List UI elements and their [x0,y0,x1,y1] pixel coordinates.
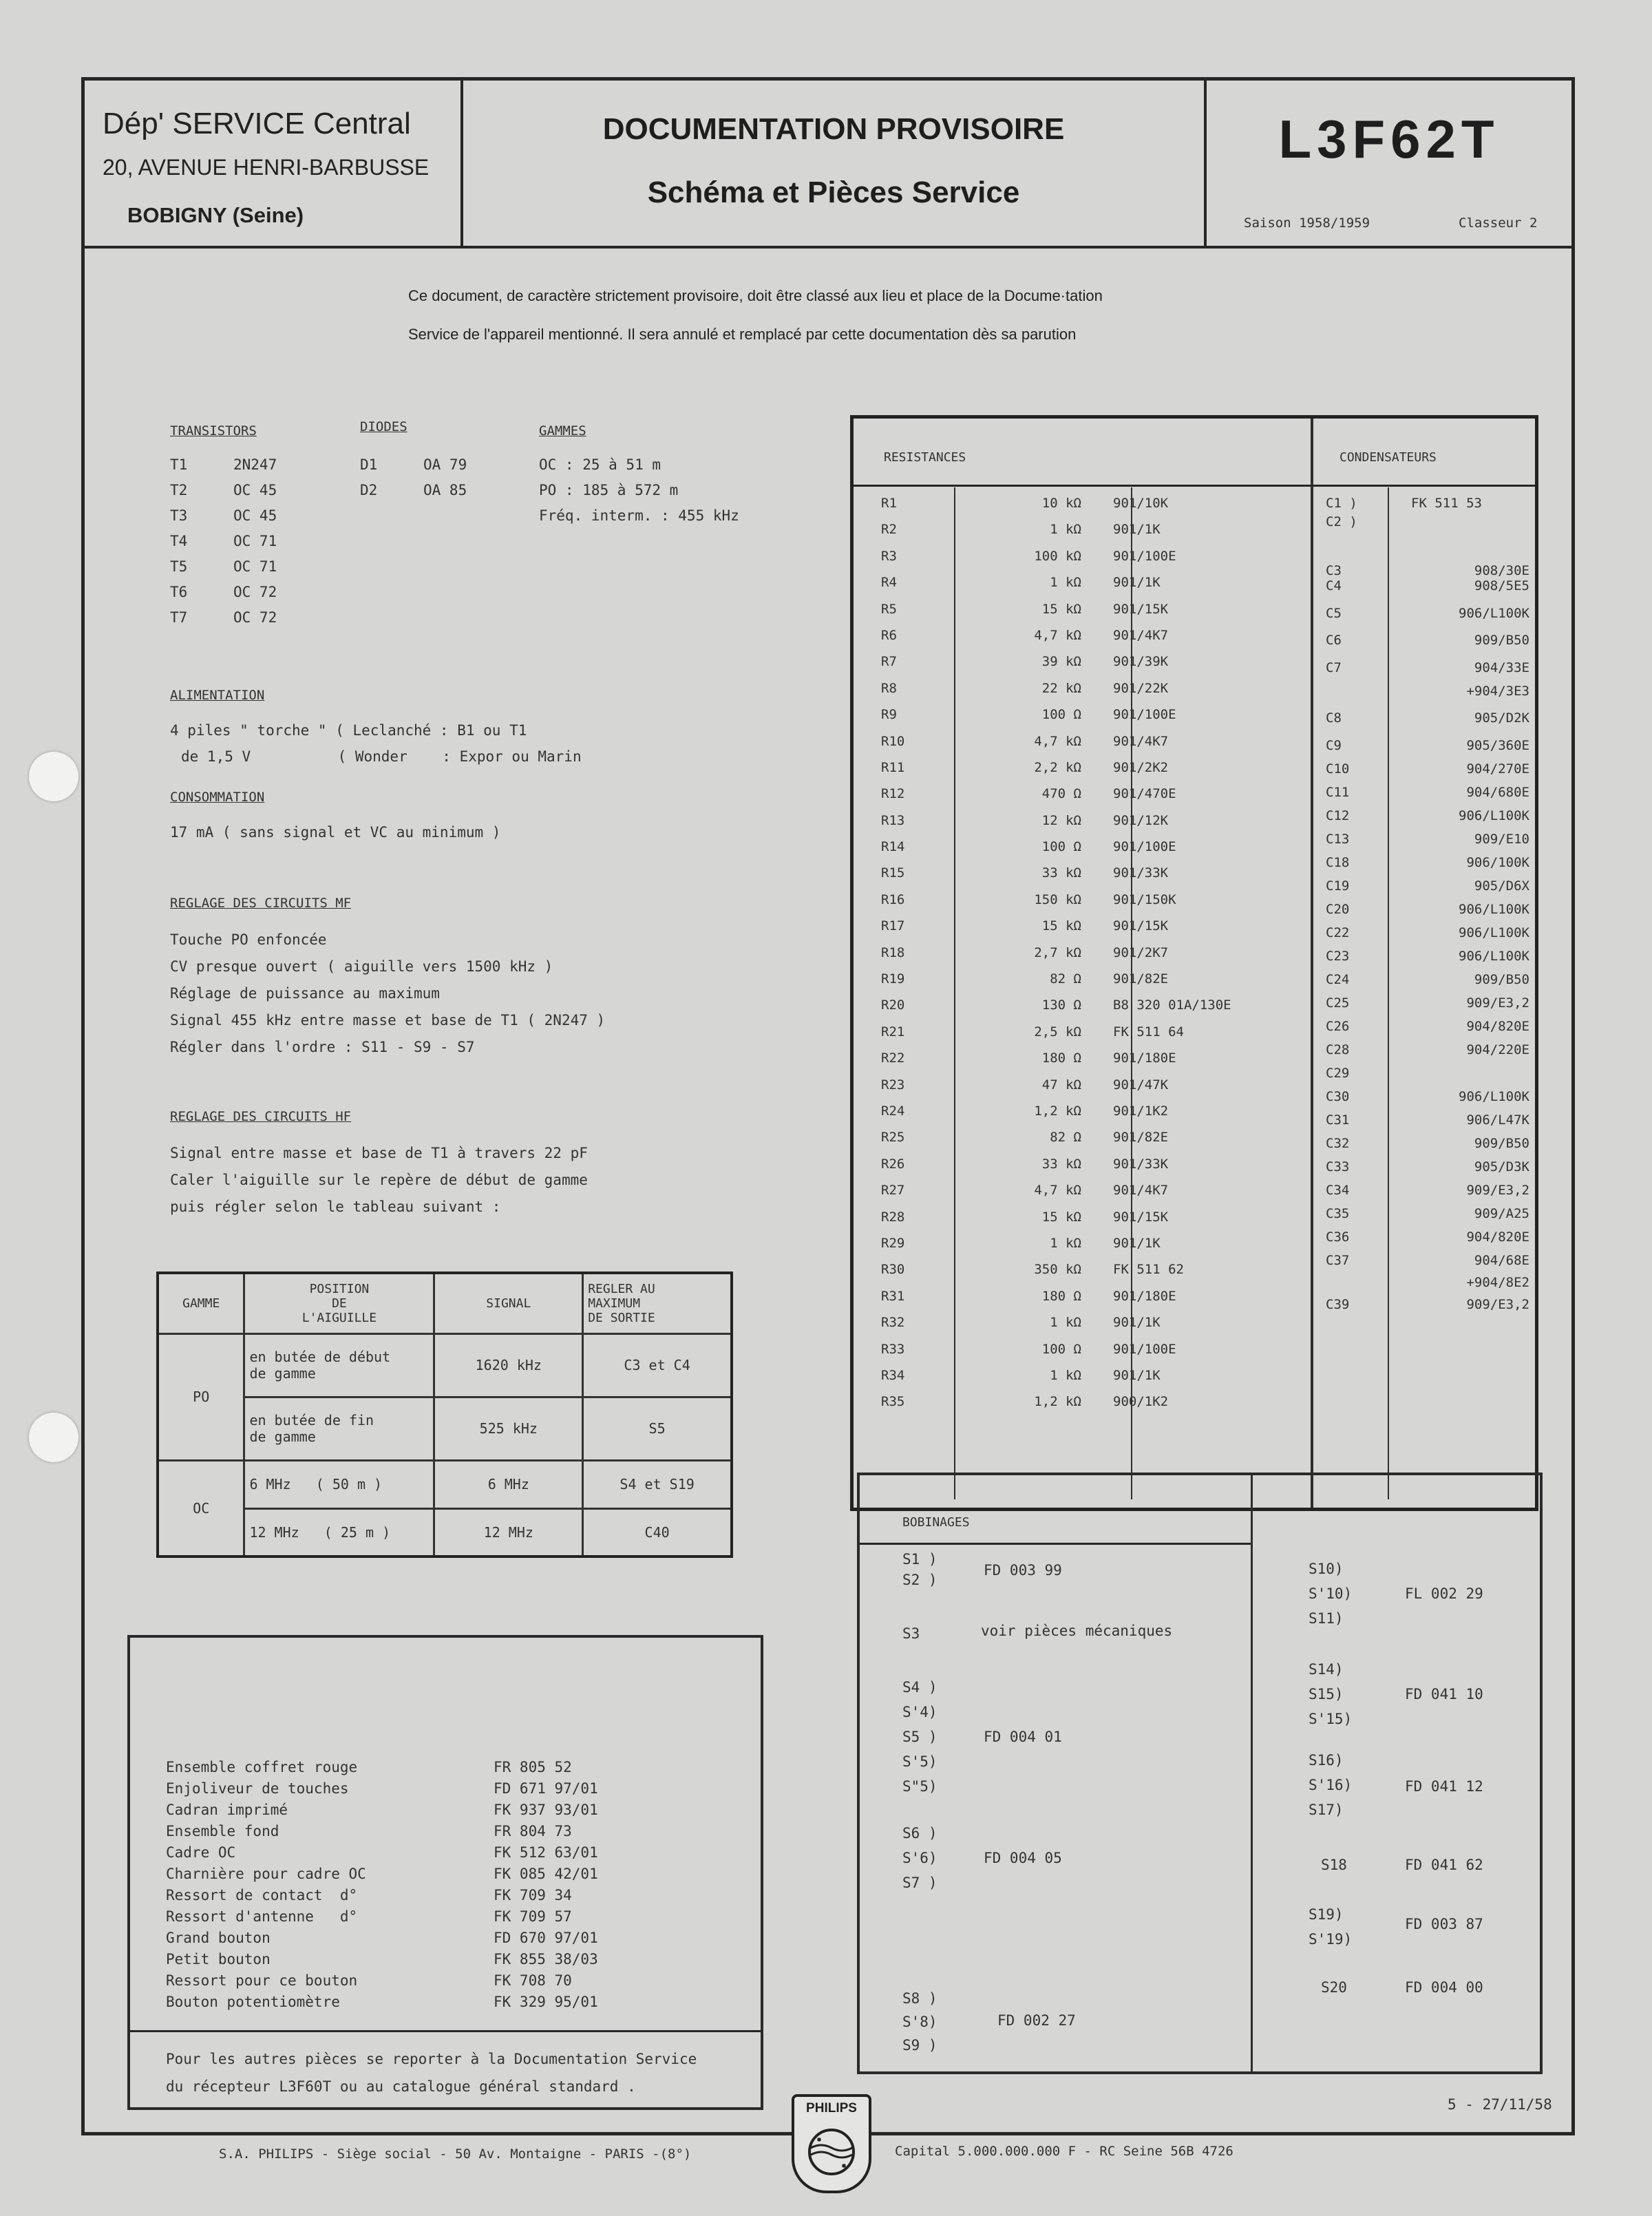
bobinage-ref: S'8) [902,2014,938,2030]
bobinage-ref: S'16) [1309,1777,1353,1793]
mech-part-row: Ensemble fond FR 804 73 [166,1823,572,1839]
diodes-title: DIODES [360,419,407,434]
bobinages-title: BOBINAGES [902,1515,970,1530]
condensateur-row: C5 906/L100K [1326,605,1529,621]
document-frame [81,77,1575,2135]
resistance-row: R10 4,7 kΩ 901/4K7 [881,733,1169,749]
condensateur-row: C29 [1326,1065,1350,1081]
resistance-row: R5 15 kΩ 901/15K [881,601,1169,617]
philips-logo [792,2090,871,2193]
mech-part-row: Bouton potentiomètre FK 329 95/01 [166,1994,598,2010]
condensateur-row: C2 ) [1326,514,1357,529]
table-header: REGLER AU MAXIMUM DE SORTIE [583,1273,732,1333]
condensateur-row: C8 905/D2K [1326,710,1529,726]
philips-logo-text: PHILIPS [806,2101,857,2115]
mech-part-row: Cadran imprimé FK 937 93/01 [166,1802,598,1818]
condensateur-row: C6 909/B50 [1326,633,1529,648]
season: Saison 1958/1959 [1244,215,1370,231]
condensateur-row: C30 906/L100K [1326,1088,1529,1104]
bobinage-code: FD 003 87 [1405,1916,1483,1932]
condensateur-row: C39 909/E3,2 [1326,1296,1529,1312]
bobinage-ref: S3 [902,1625,920,1642]
table-cell: 12 MHz ( 25 m ) [244,1508,434,1557]
table-header: SIGNAL [434,1273,583,1333]
diode-row: D1 OA 79 [360,456,467,473]
resistance-row: R31 180 Ω 901/180E [881,1288,1176,1304]
table-cell: 6 MHz [434,1460,583,1508]
bobinage-code: FD 002 27 [997,2012,1076,2029]
reglage-hf-lines [170,1145,588,1225]
mech-parts-note-1: Pour les autres pièces se reporter à la Documentation Service [166,2051,697,2067]
bobinage-ref: S1 ) [902,1551,938,1568]
bobinage-ref: S2 ) [902,1572,938,1588]
resistance-row: R21 2,5 kΩ FK 511 64 [881,1024,1184,1040]
punch-hole-bottom [29,1413,78,1462]
bobinage-ref: S'10) [1309,1585,1353,1602]
condensateur-row: C23 906/L100K [1326,948,1529,964]
resistance-row: R14 100 Ω 901/100E [881,839,1176,855]
bobinage-code: FL 002 29 [1405,1585,1483,1602]
resistance-row: R7 39 kΩ 901/39K [881,654,1169,670]
condensateur-row: C3 908/30E [1326,563,1529,578]
table-cell: 6 MHz ( 50 m ) [244,1460,434,1508]
condensateurs-list [1326,496,1529,1320]
reglage-mf-line: Régler dans l'ordre : S11 - S9 - S7 [170,1039,475,1055]
reglage-mf-line: CV presque ouvert ( aiguille vers 1500 kHz ) [170,958,553,975]
bobinage-code: FD 041 10 [1405,1686,1483,1702]
dept-line-2: 20, AVENUE HENRI-BARBUSSE [103,155,430,180]
bobinage-group [1309,1561,1352,1635]
condensateur-row: C28 904/220E [1326,1042,1529,1057]
resistance-row: R22 180 Ω 901/180E [881,1051,1176,1066]
mech-parts-box [127,1635,763,2110]
resistance-row: R20 130 Ω B8 320 01A/130E [881,998,1231,1013]
bobinage-code: FD 004 01 [984,1729,1062,1745]
resistance-row: R26 33 kΩ 901/33K [881,1156,1169,1172]
bobinage-ref: S11) [1309,1610,1344,1627]
transistors-list [170,456,342,635]
mech-parts-note-2: du récepteur L3F60T ou au catalogue général standard . [166,2078,636,2095]
table-cell: en butée de début de gamme [244,1333,434,1397]
resistance-row: R3 100 kΩ 901/100E [881,548,1176,564]
bobinage-ref: S'4) [902,1704,938,1720]
condensateur-row: C24 909/B50 [1326,971,1529,987]
bobinages-divider [1251,1475,1253,2071]
title-block [463,81,1207,246]
condensateur-row: C11 904/680E [1326,784,1529,800]
table-cell: en butée de fin de gamme [244,1397,434,1460]
resistance-row: R4 1 kΩ 901/1K [881,575,1161,591]
gamme-line: Fréq. interm. : 455 kHz [539,507,739,524]
transistors-title: TRANSISTORS [170,423,257,439]
resistance-row: R2 1 kΩ 901/1K [881,522,1161,538]
condensateur-row: C32 909/B50 [1326,1135,1529,1151]
resistances-list [881,496,1231,1421]
resistance-row: R30 350 kΩ FK 511 62 [881,1262,1184,1278]
table-cell: C3 et C4 [583,1333,732,1397]
dept-line-1: Dép' SERVICE Central [103,107,411,140]
bobinage-code: voir pièces mécaniques [981,1623,1173,1639]
bobinage-code: FD 004 00 [1405,1979,1483,1996]
bobinage-group [902,1825,938,1899]
table-header: POSITION DE L'AIGUILLE [244,1273,434,1333]
condensateur-row [1326,532,1529,551]
alimentation-line-2: de 1,5 V ( Wonder : Expor ou Marin [181,748,582,765]
footer-company: S.A. PHILIPS - Siège social - 50 Av. Montaigne - PARIS -(8°) [219,2146,692,2162]
bobinage-ref: S18 [1321,1857,1347,1873]
bobinage-ref: S4 ) [902,1679,938,1696]
transistor-row: T7 OC 72 [170,609,277,626]
condensateur-row: C35 909/A25 [1326,1205,1529,1221]
condensateur-row: C36 904/820E [1326,1229,1529,1245]
alignment-table [156,1271,733,1558]
consommation-line: 17 mA ( sans signal et VC au minimum ) [170,824,501,841]
transistor-row: T1 2N247 [170,456,277,473]
reglage-mf-title: REGLAGE DES CIRCUITS MF [170,896,352,911]
transistor-row: T6 OC 72 [170,584,277,600]
doc-title: DOCUMENTATION PROVISOIRE [602,112,1065,146]
condensateur-row: C22 906/L100K [1326,925,1529,940]
resistance-row: R13 12 kΩ 901/12K [881,812,1169,828]
mech-parts-divider [130,2030,761,2032]
bobinage-group [1309,1906,1352,1956]
resistance-row: R11 2,2 kΩ 901/2K2 [881,759,1169,775]
bobinage-ref: S'19) [1309,1931,1353,1948]
dept-block [85,81,463,246]
mech-part-row: Ressort de contact d° FK 709 34 [166,1887,572,1903]
reglage-hf-line: Signal entre masse et base de T1 à travers 22 pF [170,1145,588,1161]
mech-part-row: Cadre OC FK 512 63/01 [166,1844,598,1861]
bobinage-ref: S19) [1309,1906,1344,1923]
gamme-line: OC : 25 à 51 m [539,456,661,473]
footer-capital: Capital 5.000.000.000 F - RC Seine 56B 4726 [895,2144,1233,2159]
mech-part-row: Ressort d'antenne d° FK 709 57 [166,1908,572,1925]
reglage-hf-line: Caler l'aiguille sur le repère de début de gamme [170,1172,588,1188]
resistance-row: R27 4,7 kΩ 901/4K7 [881,1183,1169,1199]
transistor-row: T2 OC 45 [170,482,277,498]
condensateur-row: C20 906/L100K [1326,901,1529,917]
bobinage-ref: S'15) [1309,1711,1353,1727]
bobinages-header-line [860,1543,1251,1545]
mech-parts-list [166,1759,598,2015]
reglage-hf-title: REGLAGE DES CIRCUITS HF [170,1109,352,1124]
condensateur-row: C10 904/270E [1326,761,1529,777]
consommation-title: CONSOMMATION [170,790,265,805]
philips-shield-icon [792,2118,871,2193]
resistance-row: R28 15 kΩ 901/15K [881,1209,1169,1225]
condensateur-row: C34 909/E3,2 [1326,1182,1529,1198]
bobinage-ref: S'5) [902,1753,938,1770]
condensateur-row: C1 ) FK 511 53 [1326,496,1482,511]
resistance-row: R35 1,2 kΩ 900/1K2 [881,1394,1169,1410]
table-cell: S4 et S19 [583,1460,732,1508]
condensateur-row: C37 904/68E [1326,1252,1529,1268]
dept-line-3: BOBIGNY (Seine) [127,203,304,227]
bobinage-group [902,1679,938,1803]
bobinage-group [1309,1752,1352,1826]
transistor-row: T5 OC 71 [170,558,277,575]
condensateur-row: C7 904/33E [1326,659,1529,675]
page-reference: 5 - 27/11/58 [1448,2096,1552,2113]
resistance-row: R33 100 Ω 901/100E [881,1341,1176,1357]
mech-part-row: Grand bouton FD 670 97/01 [166,1930,598,1946]
resistance-row: R25 82 Ω 901/82E [881,1130,1169,1146]
components-box [850,415,1538,1511]
condensateur-row: C18 906/100K [1326,854,1529,870]
binder: Classeur 2 [1459,215,1538,231]
condensateur-row: C31 906/L47K [1326,1112,1529,1128]
bobinage-ref: S17) [1309,1802,1344,1818]
gammes-list [539,456,739,533]
intro-line-2: Service de l'appareil mentionné. Il sera annulé et remplacé par cette documentation dès sa parution [408,326,1077,343]
condensateur-row: +904/8E2 [1466,1274,1529,1290]
resistance-row: R32 1 kΩ 901/1K [881,1315,1161,1331]
condensateur-row: C26 904/820E [1326,1018,1529,1034]
components-header-line [854,485,1535,487]
doc-subtitle: Schéma et Pièces Service [647,176,1020,209]
diode-row: D2 OA 85 [360,482,467,498]
bobinages-box-frame [857,1473,1543,2074]
mech-part-row: Petit bouton FK 855 38/03 [166,1951,598,1967]
intro-line-1: Ce document, de caractère strictement provisoire, doit être classé aux lieu et place de la Docume·tation [408,287,1103,304]
bobinage-ref: S"5) [902,1778,938,1795]
condensateur-row: C13 909/E10 [1326,831,1529,847]
transistor-row: T4 OC 71 [170,533,277,549]
bobinage-code: FD 003 99 [984,1562,1062,1579]
resistance-row: R18 2,7 kΩ 901/2K7 [881,945,1169,960]
model-number: L3F62T [1278,109,1500,169]
bobinage-ref: S9 ) [902,2037,938,2054]
bobinage-ref: S7 ) [902,1875,938,1891]
bobinage-group [902,1551,938,1592]
resistance-row: R29 1 kΩ 901/1K [881,1235,1161,1251]
resistance-row: R34 1 kΩ 901/1K [881,1367,1161,1383]
table-cell: C40 [583,1508,732,1557]
alimentation-title: ALIMENTATION [170,688,265,703]
reglage-mf-lines [170,931,605,1066]
bobinage-group [1309,1661,1352,1735]
table-cell: 525 kHz [434,1397,583,1460]
transistor-row: T3 OC 45 [170,507,277,524]
condensateur-row: C33 905/D3K [1326,1159,1529,1174]
table-header: GAMME [158,1273,244,1333]
bobinage-group [902,1990,938,2060]
condensateur-row: C9 905/360E [1326,737,1529,753]
bobinage-ref: S15) [1309,1686,1344,1702]
bobinage-ref: S10) [1309,1561,1344,1577]
header-divider [85,246,1571,249]
bobinage-code: FD 041 12 [1405,1778,1483,1795]
model-block [1207,81,1571,246]
resistance-row: R12 470 Ω 901/470E [881,786,1176,802]
resistance-row: R9 100 Ω 901/100E [881,707,1176,723]
gamme-oc: OC [158,1460,244,1557]
resistances-title: RESISTANCES [884,450,966,465]
resistance-row: R16 150 kΩ 901/150K [881,891,1176,907]
diodes-list [360,456,467,507]
resistance-row: R1 10 kΩ 901/10K [881,496,1169,511]
table-cell: 1620 kHz [434,1333,583,1397]
res-cond-divider [1311,419,1313,1508]
table-cell: 12 MHz [434,1508,583,1557]
resistance-row: R15 33 kΩ 901/33K [881,865,1169,881]
resistance-row: R23 47 kΩ 901/47K [881,1077,1169,1093]
bobinage-ref: S'6) [902,1850,938,1866]
condensateur-row: C25 909/E3,2 [1326,995,1529,1011]
mech-part-row: Enjoliveur de touches FD 671 97/01 [166,1780,598,1797]
bobinage-ref: S16) [1309,1752,1344,1769]
reglage-mf-line: Touche PO enfoncée [170,931,327,948]
condensateur-row: C4 908/5E5 [1326,578,1529,593]
condensateurs-title: CONDENSATEURS [1339,450,1437,465]
resistance-row: R6 4,7 kΩ 901/4K7 [881,627,1169,643]
reglage-mf-line: Réglage de puissance au maximum [170,985,440,1002]
bobinage-ref: S5 ) [902,1729,938,1745]
gamme-line: PO : 185 à 572 m [539,482,679,498]
bobinage-ref: S20 [1321,1979,1347,1996]
table-cell: S5 [583,1397,732,1460]
resistance-row: R17 15 kΩ 901/15K [881,918,1169,934]
gamme-po: PO [158,1333,244,1460]
reglage-mf-line: Signal 455 kHz entre masse et base de T1 ( 2N247 ) [170,1012,606,1028]
bobinage-code: FD 041 62 [1405,1857,1483,1873]
mech-part-row: Charnière pour cadre OC FK 085 42/01 [166,1866,598,1882]
mech-part-row: Ensemble coffret rouge FR 805 52 [166,1759,572,1775]
gammes-title: GAMMES [539,423,586,439]
bobinage-code: FD 004 05 [984,1850,1062,1866]
mech-part-row: Ressort pour ce bouton FK 708 70 [166,1972,572,1989]
punch-hole-top [29,752,78,801]
alimentation-line-1: 4 piles " torche " ( Leclanché : B1 ou T1 [170,722,527,739]
resistance-row: R24 1,2 kΩ 901/1K2 [881,1103,1169,1119]
bobinage-ref: S14) [1309,1661,1344,1678]
condensateur-row: C19 905/D6X [1326,878,1529,894]
bobinage-ref: S8 ) [902,1990,938,2007]
condensateur-row: C12 906/L100K [1326,808,1529,823]
reglage-hf-line: puis régler selon le tableau suivant : [170,1199,501,1215]
bobinage-ref: S6 ) [902,1825,938,1842]
condensateur-row: +904/3E3 [1466,683,1529,699]
resistance-row: R8 22 kΩ 901/22K [881,680,1169,696]
resistance-row: R19 82 Ω 901/82E [881,971,1169,987]
